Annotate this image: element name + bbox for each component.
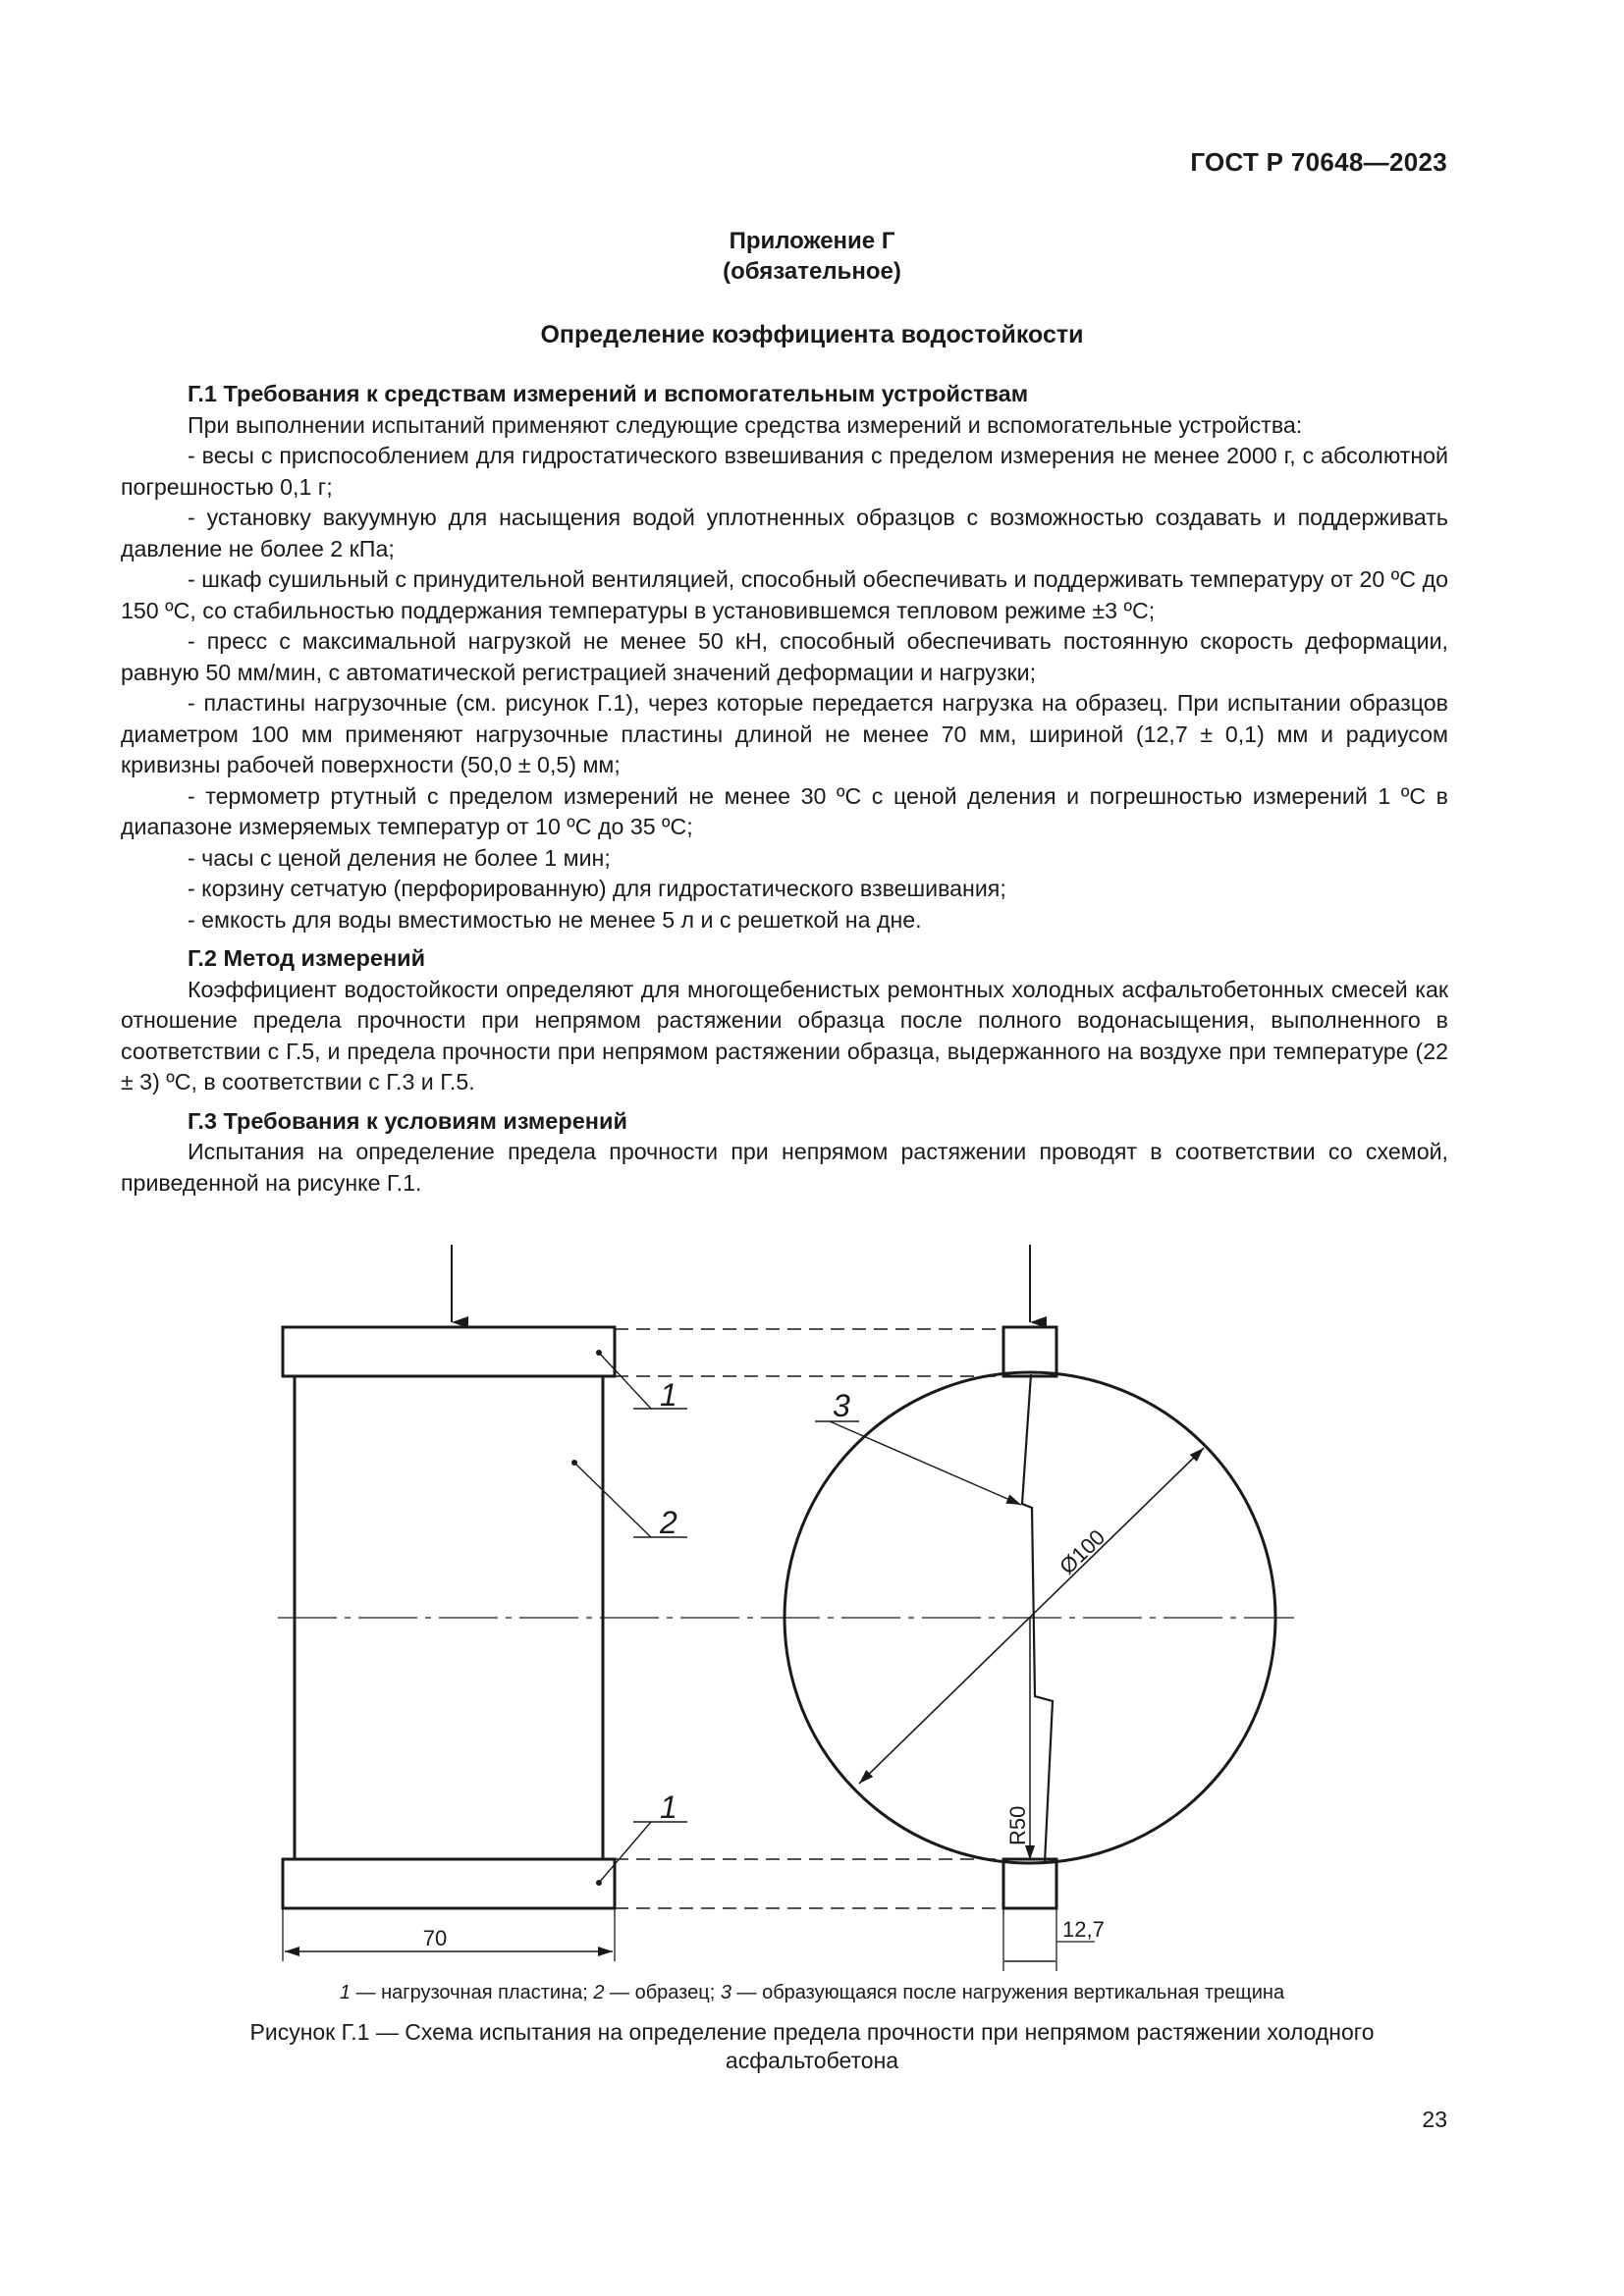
section-2-text: Коэффициент водостойкости определяют для многощебенистых ремонтных холодных асфальтобетонных смесей как отношение предела прочности при непрямом растяжении образца после полного водонасыщения, выполненного в соответствии с Г.5, и предела прочности при непрямом растяжении образца, выдержанного на воздухе при температуре (22 ± 3) ºС, в соответствии с Г.3 и Г.5. bbox=[121, 976, 1448, 1095]
legend-text: — нагрузочная пластина; bbox=[351, 1982, 594, 2003]
leader-2 bbox=[574, 1463, 651, 1537]
figure-caption-line: асфальтобетона bbox=[725, 2048, 899, 2073]
section-3-heading: Г.3 Требования к условиям измерений bbox=[188, 1107, 627, 1134]
label-crack: 3 bbox=[833, 1388, 850, 1423]
label-plate-bottom: 1 bbox=[660, 1789, 677, 1825]
list-item: - часы с ценой деления не более 1 мин; bbox=[188, 844, 611, 871]
plate-front-top bbox=[1003, 1327, 1056, 1376]
appendix-status: (обязательное) bbox=[723, 258, 901, 285]
leader-1-top bbox=[599, 1353, 651, 1409]
section-2-heading: Г.2 Метод измерений bbox=[188, 945, 426, 971]
dim-diameter: Ø100 bbox=[1055, 1524, 1110, 1579]
leader-1-bottom bbox=[599, 1822, 651, 1883]
list-item: - шкаф сушильный с принудительной вентиляцией, способный обеспечивать и поддерживать температуру от 20 ºС до 150 ºС, со стабильностью поддержания температуры в установившемся тепловом режиме ±3 ºС; bbox=[121, 566, 1448, 623]
list-item: - весы с приспособлением для гидростатического взвешивания с пределом измерения не менее 2000 г, с абсолютной погрешностью 0,1 г; bbox=[121, 443, 1448, 500]
figure-caption bbox=[167, 2018, 1457, 2075]
appendix-title: Определение коэффициента водостойкости bbox=[540, 321, 1084, 348]
document-code: ГОСТ Р 70648—2023 bbox=[1190, 147, 1447, 177]
section-3-text: Испытания на определение предела прочности при непрямом растяжении проводят в соответствии со схемой, приведенной на рисунке Г.1. bbox=[121, 1139, 1448, 1196]
dim-length: 70 bbox=[422, 1926, 448, 1950]
list-item: - пресс с максимальной нагрузкой не менее 50 кН, способный обеспечивать постоянную скорость деформации, равную 50 мм/мин, с автоматической регистрацией значений деформации и нагрузки; bbox=[121, 628, 1448, 685]
legend-num: 2 bbox=[593, 1982, 605, 2003]
label-plate: 1 bbox=[660, 1377, 677, 1413]
dim-radius: R50 bbox=[1005, 1805, 1030, 1845]
legend-text: — образующаяся после нагружения вертикальная трещина bbox=[731, 1982, 1285, 2003]
list-item: - установку вакуумную для насыщения водой уплотненных образцов с возможностью создавать и поддерживать давление не более 2 кПа; bbox=[121, 505, 1448, 561]
crack-line bbox=[1022, 1374, 1053, 1863]
plate-front-bottom bbox=[1003, 1859, 1056, 1908]
list-item: - пластины нагрузочные (см. рисунок Г.1), через которые передается нагрузка на образец. При испытании образцов диаметром 100 мм применяют нагрузочные пластины длиной не менее 70 мм, шириной (12,7 ± 0,1) мм и радиусом кривизны рабочей поверхности (50,0 ± 0,5) мм; bbox=[121, 690, 1448, 777]
leader-3 bbox=[830, 1421, 1021, 1505]
test-scheme-figure bbox=[0, 1227, 1624, 1950]
list-item: - термометр ртутный с пределом измерений не менее 30 ºС с ценой деления и погрешностью измерений 1 ºС в диапазоне измеряемых температур от 10 ºС до 35 ºС; bbox=[121, 782, 1448, 839]
appendix-label: Приложение Г bbox=[729, 228, 895, 254]
section-1-intro: При выполнении испытаний применяют следующие средства измерений и вспомогательные устройства: bbox=[188, 411, 1303, 438]
label-sample: 2 bbox=[660, 1505, 677, 1540]
page-number: 23 bbox=[1422, 2107, 1447, 2132]
section-1 bbox=[121, 379, 1448, 1199]
dim-width: 12,7 bbox=[1062, 1917, 1105, 1942]
appendix-heading bbox=[0, 226, 1624, 287]
legend-num: 3 bbox=[720, 1982, 731, 2003]
section-1-heading: Г.1 Требования к средствам измерений и вспомогательным устройствам bbox=[188, 381, 1029, 406]
list-item: - корзину сетчатую (перфорированную) для гидростатического взвешивания; bbox=[188, 876, 1006, 901]
legend-text: — образец; bbox=[604, 1982, 721, 2003]
legend-num: 1 bbox=[339, 1982, 352, 2003]
diameter-line bbox=[859, 1448, 1204, 1784]
figure-caption-line: Рисунок Г.1 — Схема испытания на определение предела прочности при непрямом растяжении холодного bbox=[249, 2019, 1375, 2045]
loading-plate-top bbox=[283, 1327, 615, 1376]
figure-legend bbox=[0, 1982, 1624, 2004]
loading-plate-bottom bbox=[283, 1859, 615, 1908]
list-item: - емкость для воды вместимостью не менее 5 л и с решеткой на дне. bbox=[188, 906, 922, 933]
